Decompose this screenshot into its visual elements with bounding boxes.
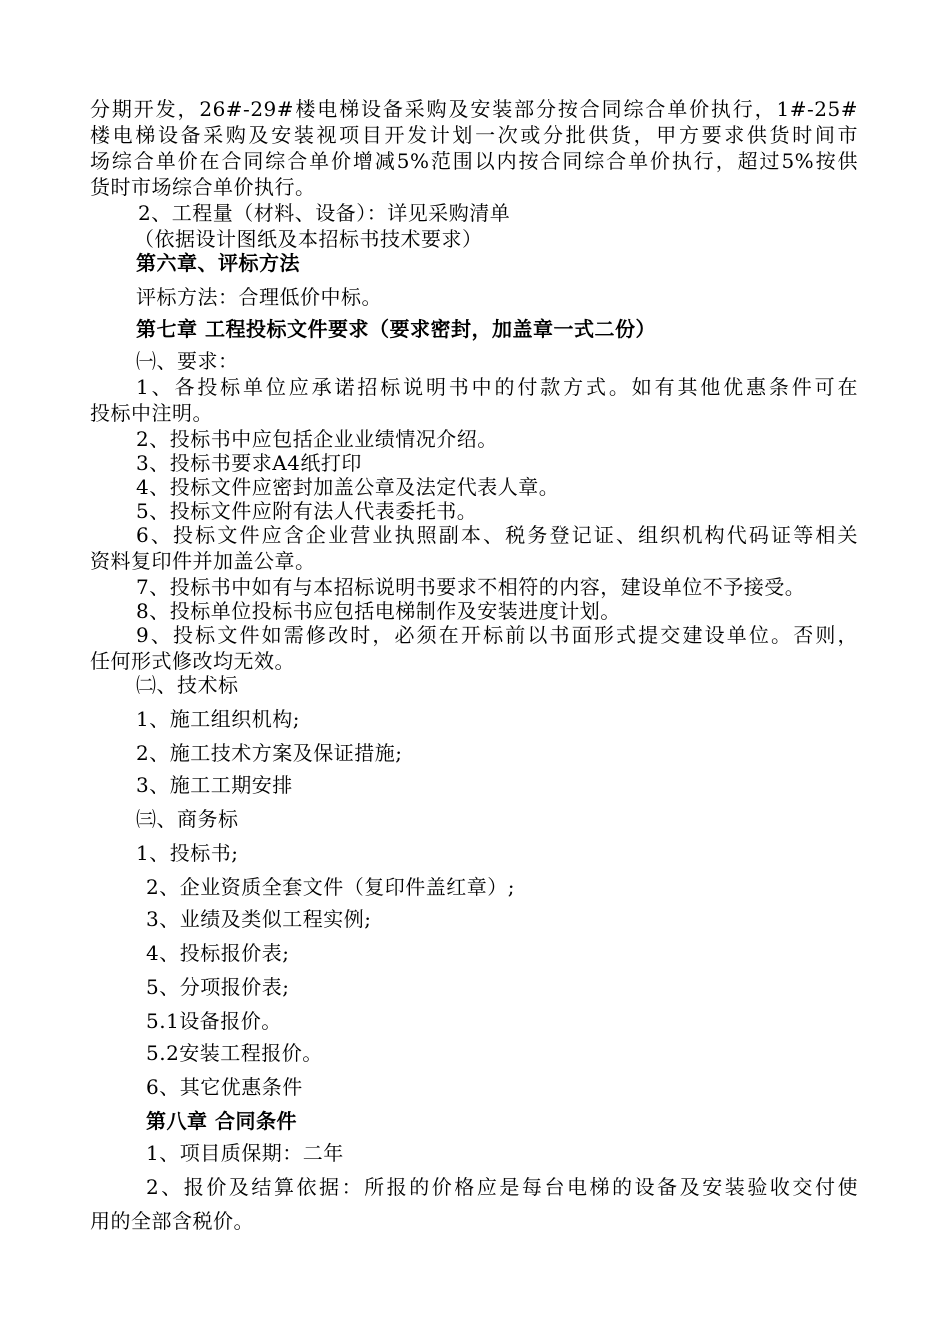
list-item: 1、施工组织机构; [136, 707, 300, 731]
list-item: 2、工程量（材料、设备）：详见采购清单 [138, 201, 511, 225]
list-item: 任何形式修改均无效。 [90, 649, 295, 673]
paragraph-line: 货时市场综合单价执行。 [90, 175, 316, 199]
list-item: 9、投标文件如需修改时，必须在开标前以书面形式提交建设单位。否则， [136, 623, 858, 647]
paragraph-line: 楼电梯设备采购及安装视项目开发计划一次或分批供货，甲方要求供货时间市 [90, 123, 858, 147]
list-item: 3、投标书要求A4纸打印 [136, 451, 362, 475]
list-item: 用的全部含税价。 [90, 1209, 254, 1233]
list-item: 2、投标书中应包括企业业绩情况介绍。 [136, 427, 498, 451]
list-item: 5.2安装工程报价。 [146, 1041, 323, 1065]
section-heading: ㈠、要求： [136, 349, 239, 373]
list-item: 5.1设备报价。 [146, 1009, 282, 1033]
section-heading: ㈢、商务标 [136, 807, 239, 831]
chapter-heading: 第七章 工程投标文件要求（要求密封，加盖章一式二份） [136, 317, 656, 341]
list-item: 6、其它优惠条件 [146, 1075, 303, 1099]
list-item: 5、投标文件应附有法人代表委托书。 [136, 499, 478, 523]
list-item: 3、业绩及类似工程实例; [146, 907, 372, 931]
list-item: 2、企业资质全套文件（复印件盖红章）; [146, 875, 515, 899]
list-item: 1、项目质保期：二年 [146, 1141, 344, 1165]
list-item: 资料复印件并加盖公章。 [90, 549, 316, 573]
list-item: 1、投标书; [136, 841, 239, 865]
chapter-heading: 第八章 合同条件 [146, 1109, 297, 1133]
paragraph-line: 场综合单价在合同综合单价增减5%范围以内按合同综合单价执行，超过5%按供 [90, 149, 858, 173]
list-item: 4、投标报价表; [146, 941, 290, 965]
paragraph-line: 评标方法：合理低价中标。 [136, 285, 382, 309]
list-item: 7、投标书中如有与本招标说明书要求不相符的内容，建设单位不予接受。 [136, 575, 806, 599]
list-item: 2、报价及结算依据：所报的价格应是每台电梯的设备及安装验收交付使 [146, 1175, 858, 1199]
list-item: 8、投标单位投标书应包括电梯制作及安装进度计划。 [136, 599, 621, 623]
list-item: （依据设计图纸及本招标书技术要求） [134, 227, 483, 251]
list-item: 4、投标文件应密封加盖公章及法定代表人章。 [136, 475, 560, 499]
section-heading: ㈡、技术标 [136, 673, 239, 697]
paragraph-line: 分期开发，26#-29#楼电梯设备采购及安装部分按合同综合单价执行，1#-25# [90, 97, 858, 121]
list-item: 5、分项报价表; [146, 975, 290, 999]
list-item: 3、施工工期安排 [136, 773, 293, 797]
list-item: 1、各投标单位应承诺招标说明书中的付款方式。如有其他优惠条件可在 [136, 375, 858, 399]
list-item: 投标中注明。 [90, 401, 213, 425]
chapter-heading: 第六章、评标方法 [136, 251, 300, 275]
list-item: 2、施工技术方案及保证措施; [136, 741, 403, 765]
list-item: 6、投标文件应含企业营业执照副本、税务登记证、组织机构代码证等相关 [136, 523, 858, 547]
